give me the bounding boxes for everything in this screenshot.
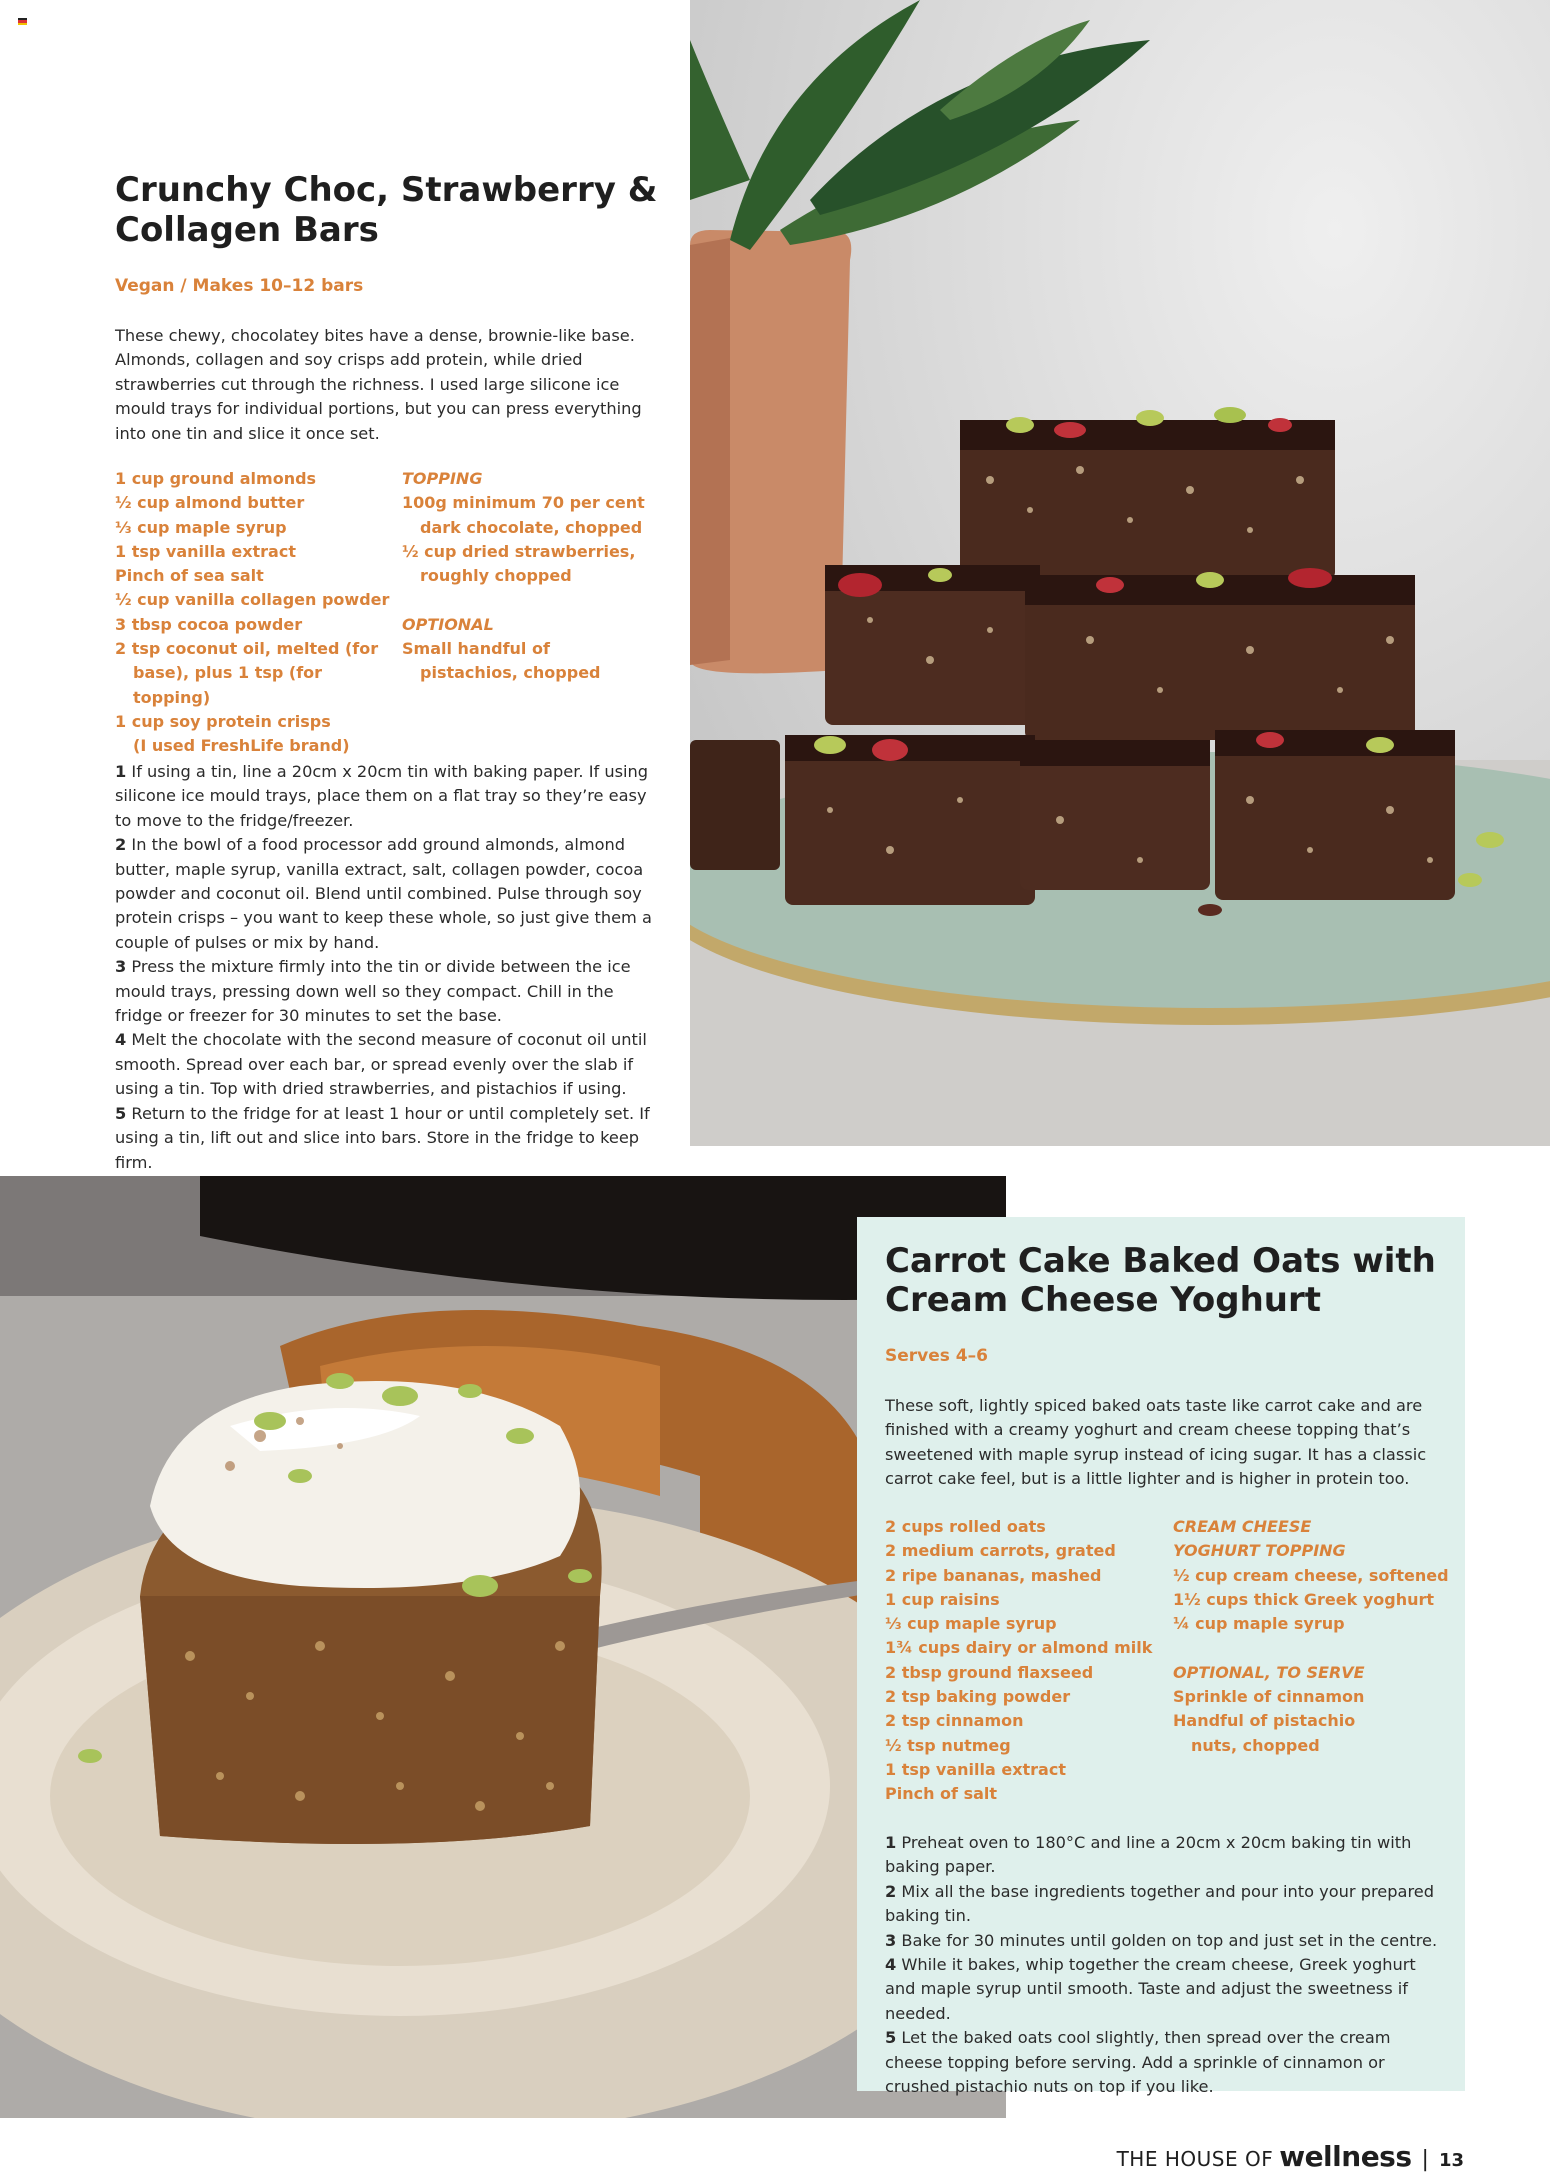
recipe1-ingredients [115, 467, 395, 759]
ingredient: 1 cup ground almonds [115, 469, 317, 488]
ingredient: ½ cup vanilla collagen powder [115, 590, 390, 610]
ingredient: (I used FreshLife brand) [133, 736, 350, 756]
recipe2-subtitle: Serves 4–6 [885, 1346, 988, 1366]
ingredient: 1 cup soy protein crisps [115, 711, 331, 731]
recipe1-topping [402, 467, 672, 686]
ingredient: 1 cup raisins [885, 1589, 1000, 1609]
ingredient: dark chocolate, chopped [420, 517, 643, 537]
optional-heading: OPTIONAL, TO SERVE [1173, 1662, 1365, 1682]
page-footer [1117, 2140, 1464, 2173]
method-step: 1 Preheat oven to 180°C and line a 20cm x 20cm baking tin with baking paper. [885, 1833, 1412, 1877]
method-step: 3 Press the mixture firmly into the tin or divide between the ice mould trays, pressing down well so they compact. Chill in the fridge or freezer for 30 minutes to set the base. [115, 957, 631, 1026]
method-step: 5 Let the baked oats cool slightly, then spread over the cream cheese topping before serving. Add a sprinkle of cinnamon or crushed pistachio nuts on top if you like. [885, 2028, 1391, 2097]
ingredient: ½ cup cream cheese, softened [1173, 1565, 1449, 1585]
ingredient: Pinch of sea salt [115, 566, 264, 586]
ingredient: pistachios, chopped [420, 663, 601, 683]
recipe2-topping [1173, 1515, 1453, 1758]
ingredient: 2 tsp cinnamon [885, 1711, 1024, 1731]
ingredient: 1¾ cups dairy or almond milk [885, 1638, 1153, 1658]
ingredient: Pinch of salt [885, 1784, 998, 1804]
ingredient: 1 tsp vanilla extract [885, 1759, 1066, 1779]
ingredient: 2 tbsp ground flaxseed [885, 1662, 1094, 1682]
ingredient: ⅓ cup maple syrup [115, 517, 287, 537]
recipe2-method [885, 1831, 1445, 2099]
topping-heading: YOGHURT TOPPING [1173, 1541, 1346, 1561]
topping-heading: TOPPING [402, 469, 483, 488]
recipe2-title: Carrot Cake Baked Oats with Cream Cheese Yoghurt [885, 1241, 1436, 1320]
method-step: 3 Bake for 30 minutes until golden on top and just set in the centre. [885, 1930, 1438, 1950]
recipe1-title: Crunchy Choc, Strawberry & Collagen Bars [115, 170, 658, 250]
recipe2-intro: These soft, lightly spiced baked oats taste like carrot cake and are finished with a creamy yoghurt and cream cheese topping that’s sweetened with maple syrup instead of icing sugar. It has a classic carrot cake feel, but is a little lighter and is higher in protein too. [885, 1396, 1427, 1489]
method-step: 2 In the bowl of a food processor add ground almonds, almond butter, maple syrup, vanilla extract, salt, collagen powder, cocoa powder and coconut oil. Blend until combined. Pulse through soy protein crisps – you want to keep these whole, so just give them a couple of pulses or mix by hand. [115, 835, 652, 952]
ingredient: 100g minimum 70 per cent [402, 493, 645, 513]
method-step: 4 Melt the chocolate with the second measure of coconut oil until smooth. Spread over each bar, or spread evenly over the slab if using a tin. Top with dried strawberries, and pistachios if using. [115, 1030, 647, 1099]
optional-heading: OPTIONAL [402, 614, 494, 634]
topping-heading: CREAM CHEESE [1173, 1517, 1312, 1536]
publication-name: THE HOUSE OF [1116, 2147, 1274, 2171]
chocolate-bars-photo [690, 0, 1550, 1146]
ingredient: ¼ cup maple syrup [1173, 1614, 1345, 1634]
method-step: 4 While it bakes, whip together the cream cheese, Greek yoghurt and maple syrup until smooth. Taste and adjust the sweetness if needed. [885, 1955, 1416, 2023]
recipe1-intro: These chewy, chocolatey bites have a dense, brownie-like base. Almonds, collagen and soy crisps add protein, while dried strawberries cut through the richness. I used large silicone ice mould trays for individual portions, but you can press everything into one tin and slice it once set. [115, 326, 642, 443]
ingredient: 1 tsp vanilla extract [115, 541, 296, 561]
ingredient: ½ cup almond butter [115, 493, 305, 513]
page-number: 13 [1438, 2150, 1464, 2171]
ingredient: 2 tsp coconut oil, melted (for [115, 639, 379, 659]
ingredient: Sprinkle of cinnamon [1173, 1687, 1365, 1707]
ingredient: nuts, chopped [1191, 1735, 1320, 1755]
recipe1-method [115, 760, 660, 1175]
method-step: 1 If using a tin, line a 20cm x 20cm tin with baking paper. If using silicone ice mould trays, place them on a flat tray so they’re easy to move to the fridge/freezer. [115, 762, 649, 830]
brand-logo: wellness [1279, 2140, 1412, 2173]
ingredient: 1½ cups thick Greek yoghurt [1173, 1589, 1435, 1609]
recipe2-ingredients [885, 1515, 1165, 1807]
footer-separator: | [1421, 2147, 1429, 2172]
ingredient: ½ tsp nutmeg [885, 1735, 1011, 1755]
method-step: 5 Return to the fridge for at least 1 hour or until completely set. If using a tin, lift out and slice into bars. Store in the fridge to keep firm. [115, 1103, 650, 1172]
ingredient: ½ cup dried strawberries, [402, 541, 636, 561]
ingredient: ⅓ cup maple syrup [885, 1614, 1057, 1634]
ingredient: 2 ripe bananas, mashed [885, 1565, 1102, 1585]
recipe1-subtitle: Vegan / Makes 10–12 bars [115, 276, 364, 296]
ingredient: Small handful of [402, 639, 550, 659]
carrot-cake-oats-photo [0, 1176, 1006, 2118]
method-step: 2 Mix all the base ingredients together and pour into your prepared baking tin. [885, 1881, 1434, 1926]
ingredient: 2 medium carrots, grated [885, 1541, 1116, 1561]
ingredient: base), plus 1 tsp (for topping) [133, 663, 323, 707]
ingredient: roughly chopped [420, 566, 572, 586]
ingredient: 2 tsp baking powder [885, 1687, 1071, 1707]
ingredient: Handful of pistachio [1173, 1711, 1356, 1731]
ingredient: 3 tbsp cocoa powder [115, 614, 303, 634]
flag-icon [18, 18, 27, 25]
ingredient: 2 cups rolled oats [885, 1517, 1046, 1536]
